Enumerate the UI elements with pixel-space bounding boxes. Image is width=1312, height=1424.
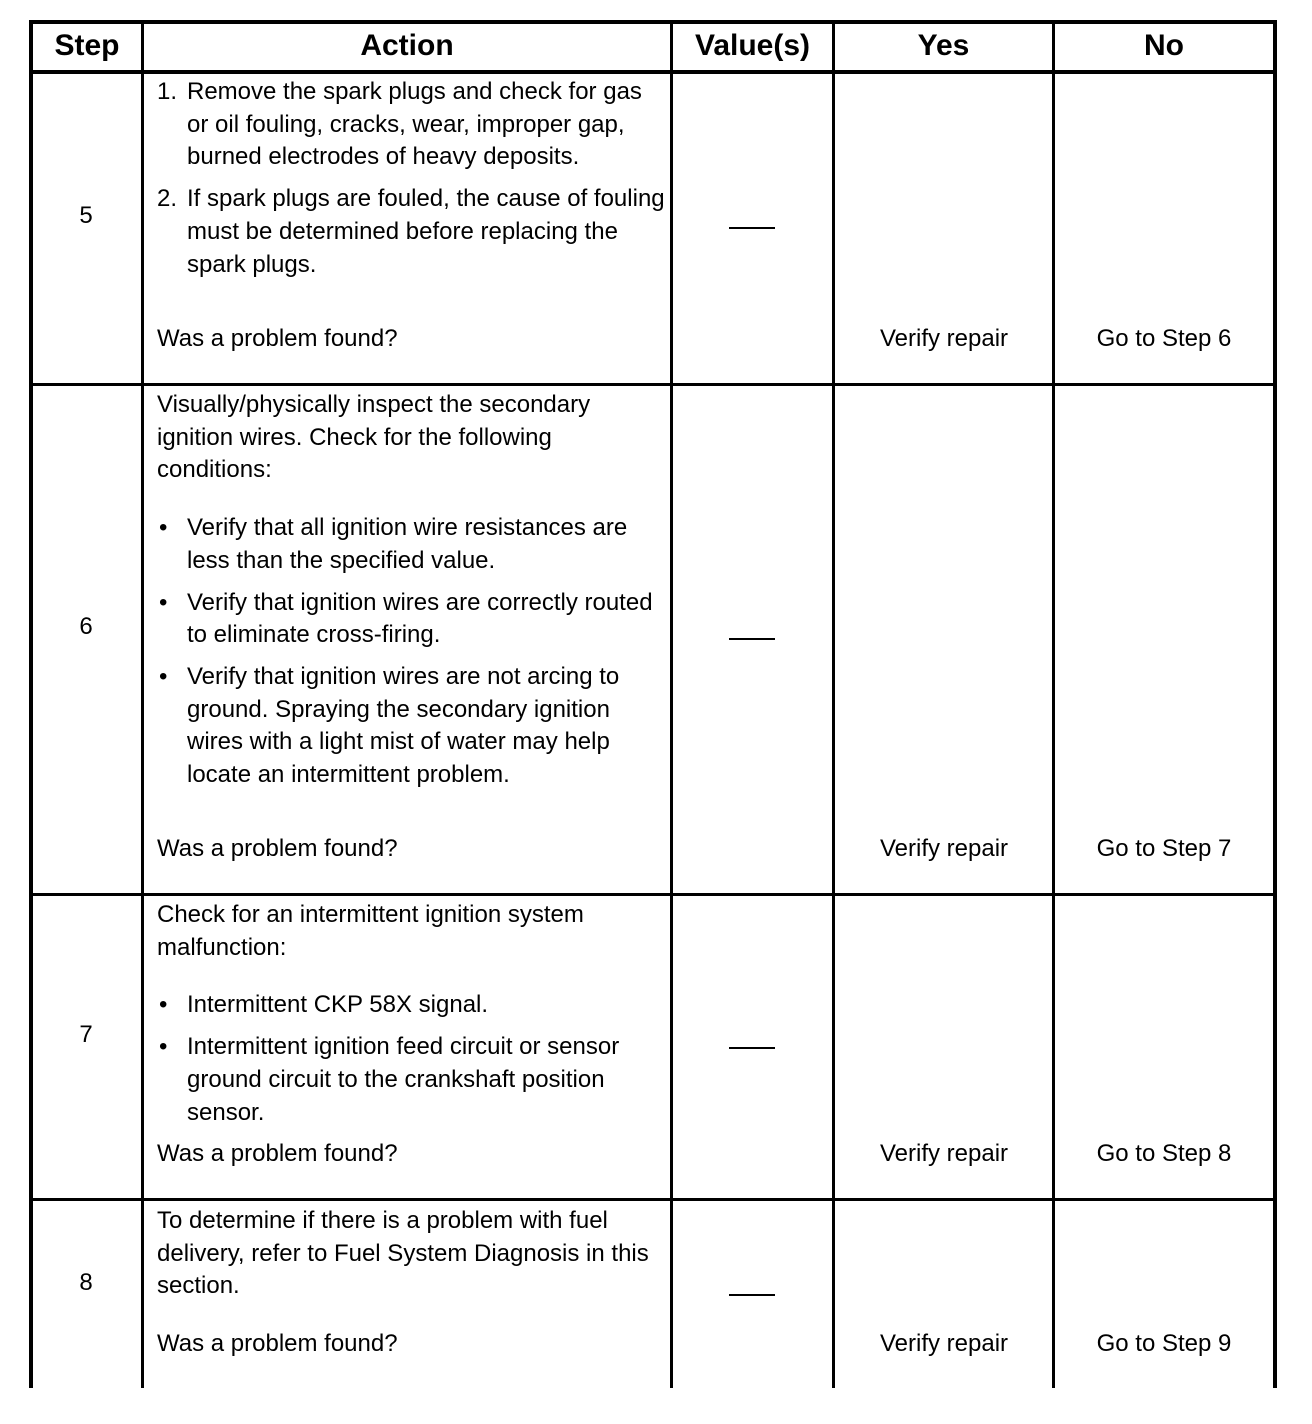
col-line-action — [670, 20, 673, 1388]
value-dash — [729, 638, 775, 640]
numbered-item — [157, 76, 667, 174]
col-line-right — [1273, 20, 1277, 1388]
numbered-item — [157, 183, 667, 281]
bullet-item — [157, 989, 667, 1022]
row-divider — [29, 893, 1277, 896]
yes-result: Verify repair — [879, 1330, 1009, 1357]
item-number: 1. — [157, 78, 178, 105]
bullet-icon: • — [159, 1033, 168, 1061]
col-line-values — [832, 20, 835, 1388]
no-result: Go to Step 8 — [1096, 1140, 1232, 1167]
col-line-yes — [1052, 20, 1055, 1388]
bullet-text: Intermittent ignition feed circuit or sensor ground circuit to the crankshaft position sensor. — [187, 1033, 620, 1126]
step-number: 6 — [79, 613, 93, 640]
bullet-icon: • — [159, 662, 168, 690]
value-dash — [729, 1047, 775, 1049]
value-dash — [729, 227, 775, 229]
action-text — [157, 1205, 667, 1303]
item-text: Remove the spark plugs and check for gas or oil fouling, cracks, wear, improper gap, burned electrodes of heavy deposits. — [187, 78, 642, 171]
step-number: 8 — [79, 1269, 93, 1296]
question-text: Was a problem found? — [157, 1330, 398, 1357]
row-divider — [29, 383, 1277, 386]
item-text: If spark plugs are fouled, the cause of fouling must be determined before replacing the spark plugs. — [187, 185, 665, 278]
intro-text: Check for an intermittent ignition system malfunction: — [157, 901, 584, 961]
intro-text: Visually/physically inspect the secondary ignition wires. Check for the following conditions: — [157, 391, 591, 484]
bullet-text: Intermittent CKP 58X signal. — [187, 991, 489, 1019]
no-result: Go to Step 6 — [1096, 325, 1232, 352]
bullet-text: Verify that ignition wires are not arcing to ground. Spraying the secondary ignition wires with a light mist of water may help locate an intermittent problem. — [187, 662, 620, 789]
bullet-icon: • — [159, 991, 168, 1019]
action-text — [157, 899, 667, 1129]
bullet-icon: • — [159, 514, 168, 542]
header-step: Step — [54, 29, 120, 62]
bullet-text: Verify that all ignition wire resistances are less than the specified value. — [187, 514, 628, 574]
intro-text: To determine if there is a problem with fuel delivery, refer to Fuel System Diagnosis in this section. — [157, 1207, 649, 1300]
header-no: No — [1144, 29, 1184, 62]
bullet-item — [157, 587, 667, 652]
yes-result: Verify repair — [879, 325, 1009, 352]
bullet-item — [157, 1031, 667, 1129]
bullet-item — [157, 512, 667, 577]
yes-result: Verify repair — [879, 1140, 1009, 1167]
no-result: Go to Step 9 — [1096, 1330, 1232, 1357]
value-dash — [729, 1294, 775, 1296]
bullet-item — [157, 661, 667, 792]
question-text: Was a problem found? — [157, 1140, 398, 1167]
yes-result: Verify repair — [879, 835, 1009, 862]
action-text — [157, 389, 667, 792]
header-action: Action — [360, 29, 454, 62]
action-text — [157, 76, 667, 281]
question-text: Was a problem found? — [157, 835, 398, 862]
question-text: Was a problem found? — [157, 325, 398, 352]
header-values: Value(s) — [694, 29, 811, 62]
no-result: Go to Step 7 — [1096, 835, 1232, 862]
bullet-icon: • — [159, 588, 168, 616]
diagnostic-table — [29, 20, 1277, 1388]
step-number: 7 — [79, 1021, 93, 1048]
item-number: 2. — [157, 185, 178, 213]
row-divider — [29, 1198, 1277, 1201]
bullet-text: Verify that ignition wires are correctly routed to eliminate cross-firing. — [187, 588, 653, 649]
step-number: 5 — [79, 202, 93, 229]
header-yes: Yes — [917, 29, 970, 62]
